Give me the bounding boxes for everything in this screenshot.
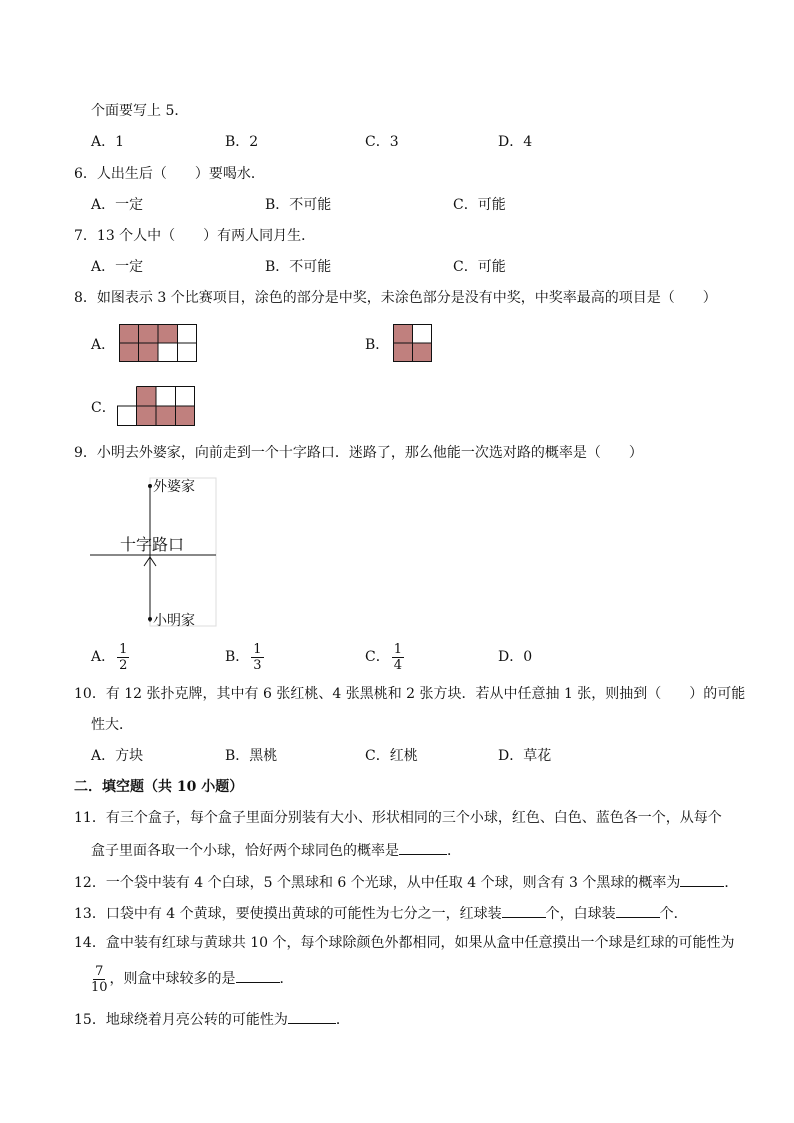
- q6-option-c: C．可能: [453, 197, 506, 213]
- map-label-xiaoming-home: 小明家: [153, 613, 195, 629]
- q5-option-a: A．1: [91, 134, 125, 150]
- fraction: $\frac{7}{10}$: [91, 963, 108, 995]
- q6-option-b: B．不可能: [265, 197, 332, 213]
- section-title-fill-in: 二．填空题（共 10 小题）: [74, 779, 244, 795]
- answer-blank[interactable]: [616, 903, 660, 918]
- q10-text-line2: 性大．: [91, 717, 133, 733]
- fraction: $\frac{1}{3}$: [253, 641, 262, 673]
- q8-figure-a: [119, 324, 197, 362]
- q10-option-c: C．红桃: [365, 748, 418, 764]
- q10-option-a: A．方块: [91, 748, 144, 764]
- q14-text-line2: $\frac{7}{10}$ ，则盒中球较多的是 ．: [91, 963, 294, 995]
- answer-blank[interactable]: [399, 840, 447, 855]
- q15-text: 15．地球绕着月亮公转的可能性为 ．: [74, 1009, 350, 1029]
- q9-option-a: A． $\frac{1}{2}$: [91, 641, 128, 673]
- q7-option-c: C．可能: [453, 259, 506, 275]
- q7-option-a: A．一定: [91, 259, 144, 275]
- q7-option-b: B．不可能: [265, 259, 332, 275]
- q11-text-line1: 11．有三个盒子，每个盒子里面分别装有大小、形状相同的三个小球，红色、白色、蓝色各一个，从每个: [74, 810, 722, 826]
- q9-text: 9．小明去外婆家，向前走到一个十字路口．迷路了，那么他能一次选对路的概率是（ ）: [74, 445, 643, 461]
- q8-label-b: B．: [365, 337, 390, 353]
- fraction: $\frac{1}{2}$: [119, 641, 128, 673]
- q6-text: 6．人出生后（ ）要喝水．: [74, 166, 265, 182]
- q8-figure-c: [117, 386, 195, 426]
- q8-label-c: C．: [91, 400, 116, 416]
- map-label-grandma-home: 外婆家: [153, 479, 195, 495]
- q8-label-a: A．: [91, 337, 116, 353]
- fraction: $\frac{1}{4}$: [393, 641, 402, 673]
- q7-text: 7．13 个人中（ ）有两人同月生．: [74, 228, 316, 244]
- answer-blank[interactable]: [502, 903, 546, 918]
- q5-option-c: C．3: [365, 134, 399, 150]
- q9-option-d: D．0: [498, 649, 533, 665]
- q9-crossroad-map: [90, 476, 218, 632]
- q10-option-d: D．草花: [498, 748, 552, 764]
- q6-option-a: A．一定: [91, 197, 144, 213]
- q9-option-c: C． $\frac{1}{4}$: [365, 641, 402, 673]
- q5-option-b: B．2: [225, 134, 259, 150]
- q14-text-line1: 14．盒中装有红球与黄球共 10 个，每个球除颜色外都相同，如果从盒中任意摸出一个球是红球的可能性为: [74, 935, 735, 951]
- q12-text: 12．一个袋中装有 4 个白球，5 个黑球和 6 个光球，从中任取 4 个球，则含有 3 个黑球的概率为 ．: [74, 872, 738, 892]
- q9-option-b: B． $\frac{1}{3}$: [225, 641, 262, 673]
- q8-figure-b: [393, 324, 432, 362]
- answer-blank[interactable]: [288, 1009, 336, 1024]
- q10-option-b: B．黑桃: [225, 748, 278, 764]
- answer-blank[interactable]: [236, 968, 280, 983]
- q8-text: 8．如图表示 3 个比赛项目，涂色的部分是中奖，未涂色部分是没有中奖，中奖率最高的项目是（ ）: [74, 290, 717, 306]
- q10-text-line1: 10．有 12 张扑克牌，其中有 6 张红桃、4 张黑桃和 2 张方块．若从中任意抽 1 张，则抽到（ ）的可能: [74, 686, 746, 702]
- answer-blank[interactable]: [680, 872, 724, 887]
- q13-text: 13．口袋中有 4 个黄球，要使摸出黄球的可能性为七分之一，红球装 个，白球装 个．: [74, 903, 688, 923]
- q11-text-line2: 盒子里面各取一个小球，恰好两个球同色的概率是 ．: [91, 840, 461, 860]
- map-label-crossroad: 十字路口: [120, 535, 185, 554]
- q5-text: 个面要写上 5．: [91, 103, 189, 119]
- q5-option-d: D．4: [498, 134, 533, 150]
